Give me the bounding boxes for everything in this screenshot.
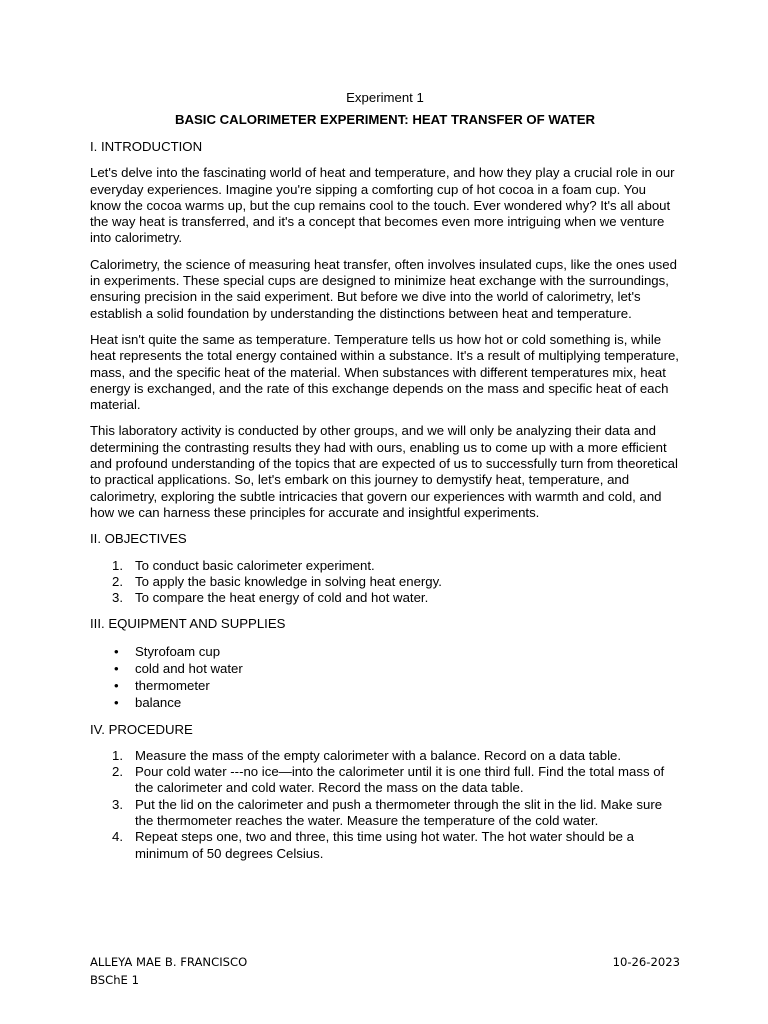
procedure-step-number: 2. [112,764,123,780]
equipment-list [90,643,680,712]
introduction-heading: I. INTRODUCTION [90,139,203,154]
objectives-section [90,531,680,606]
objective-item [90,574,680,590]
procedure-step [90,764,680,797]
objective-text: To conduct basic calorimeter experiment. [135,557,375,573]
procedure-section [90,722,680,862]
introduction-paragraph: Let's delve into the fascinating world of heat and temperature, and how they play a crucial role in our everyday experiences. Imagine you're sipping a comforting cup of hot cocoa in a foam cup. You know the cocoa warms up, but the cup remains cool to the touch. Ever wondered why? It's all about the way heat is transferred, and it's a concept that becomes even more intriguing when we venture into calorimetry. [90,165,675,246]
procedure-step-text: Measure the mass of the empty calorimeter with a balance. Record on a data table. [135,747,621,763]
procedure-step [90,797,680,830]
equipment-heading: III. EQUIPMENT AND SUPPLIES [90,616,286,632]
footer-date: 10-26-2023 [612,955,680,969]
procedure-step-number: 4. [112,829,123,845]
objective-item [90,590,680,606]
document-title: BASIC CALORIMETER EXPERIMENT: HEAT TRANSFER OF WATER [174,112,596,127]
introduction-paragraph: This laboratory activity is conducted by other groups, and we will only be analyzing their data and determining the contrasting results they had with ours, enabling us to come up with a more efficient and profound understanding of the topics that are expected of us to successfully turn from theoretical to practical applications. So, let's embark on this journey to demystify heat, temperature, and calorimetry, exploring the subtle intricacies that govern our experiences with warmth and cold, and how we can harness these principles for accurate and insightful experiments. [90,423,678,520]
procedure-step [90,748,680,764]
footer-course: BSChE 1 [90,973,139,987]
procedure-step-number: 3. [112,796,123,812]
page-footer [90,953,680,989]
objective-number: 2. [112,573,123,589]
objective-text: To compare the heat energy of cold and hot water. [135,590,429,606]
procedure-step-text: Repeat steps one, two and three, this time using hot water. The hot water should be a minimum of 50 degrees Celsius. [135,829,634,861]
procedure-step-number: 1. [112,747,123,763]
equipment-section [90,616,680,711]
experiment-label: Experiment 1 [346,90,424,105]
objective-item [90,558,680,574]
introduction-section [90,139,680,521]
objective-number: 1. [112,557,123,573]
equipment-item: • balance [90,694,680,711]
procedure-list [90,748,680,862]
equipment-item: • Styrofoam cup [90,643,680,660]
introduction-paragraph: Calorimetry, the science of measuring heat transfer, often involves insulated cups, like the ones used in experiments. These special cups are designed to minimize heat exchange with the surroundings, ensuring precision in the said experiment. But before we dive into the world of calorimetry, let's establish a solid foundation by understanding the distinctions between heat and temperature. [90,256,677,321]
objectives-list [90,558,680,607]
objective-number: 3. [112,590,123,606]
objective-text: To apply the basic knowledge in solving heat energy. [135,573,442,589]
procedure-step-text: Put the lid on the calorimeter and push a thermometer through the slit in the lid. Make sure the thermometer reaches the water. Measure the temperature of the cold water. [135,796,663,829]
procedure-step-text: Pour cold water ---no ice—into the calorimeter until it is one third full. Find the total mass of the calorimeter and cold water. Record the mass on the data table. [135,764,665,796]
procedure-heading: IV. PROCEDURE [90,721,193,737]
footer-author: ALLEYA MAE B. FRANCISCO [90,955,248,969]
procedure-step [90,829,680,862]
equipment-item: • cold and hot water [90,660,680,677]
introduction-paragraph: Heat isn't quite the same as temperature. Temperature tells us how hot or cold something is, while heat represents the total energy contained within a substance. It's a result of multiplying temperature, mass, and the specific heat of the material. When substances with different temperatures mix, heat energy is exchanged, and the rate of this exchange depends on the mass and specific heat of each material. [90,331,679,413]
equipment-item: • thermometer [90,677,680,694]
document-page [90,90,680,872]
objectives-heading: II. OBJECTIVES [90,531,187,547]
